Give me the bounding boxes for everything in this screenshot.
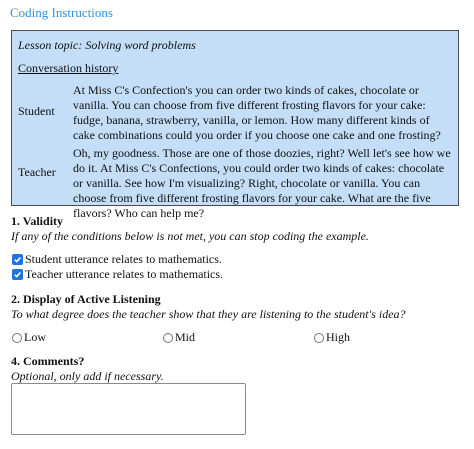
checkbox-student-label: Student utterance relates to mathematics.	[25, 252, 222, 266]
radio-mid-label: Mid	[175, 330, 196, 344]
conversation-history-label: Conversation history	[18, 61, 119, 75]
validity-heading: 1. Validity	[11, 214, 64, 228]
radio-circle-icon[interactable]	[314, 333, 324, 343]
coding-instructions-link[interactable]: Coding Instructions	[10, 5, 113, 20]
student-utterance: At Miss C's Confection's you can order two kinds of cakes, chocolate or vanilla. You can choose from five different frosting flavors for your cake: fudge, banana, strawberry, vanilla, or lemon. How many different kinds of cake combinations could you order if you choose one cake and one frosting?	[73, 83, 441, 142]
active-listening-heading: 2. Display of Active Listening	[11, 292, 161, 306]
checkbox-teacher-math[interactable]	[12, 267, 223, 282]
validity-instruction: If any of the conditions below is not met, you can stop coding the example.	[11, 229, 369, 243]
checkbox-checked-icon[interactable]	[12, 254, 23, 265]
radio-mid[interactable]	[163, 330, 195, 345]
radio-low[interactable]	[12, 330, 46, 345]
radio-circle-icon[interactable]	[163, 333, 173, 343]
teacher-utterance: Oh, my goodness. Those are one of those doozies, right? Well let's see how we do it. At Miss C's Confections, you could order two kinds of cakes: chocolate or vanilla. See how I'm visualizing? Right, chocolate or vanilla. You can choose from five different frosting flavors for your cake. What are the five flavors? Who can help me?	[73, 146, 451, 220]
radio-high-label: High	[326, 330, 350, 344]
lesson-topic: Lesson topic: Solving word problems	[18, 38, 196, 52]
radio-high[interactable]	[314, 330, 350, 345]
checkbox-teacher-label: Teacher utterance relates to mathematics.	[25, 267, 224, 281]
comments-textarea[interactable]	[11, 383, 246, 435]
checkbox-checked-icon[interactable]	[12, 269, 23, 280]
radio-circle-icon[interactable]	[12, 333, 22, 343]
speaker-teacher: Teacher	[18, 165, 56, 179]
comments-instruction: Optional, only add if necessary.	[11, 369, 164, 383]
speaker-student: Student	[18, 104, 55, 118]
comments-heading: 4. Comments?	[11, 354, 85, 368]
active-listening-question: To what degree does the teacher show that they are listening to the student's idea?	[11, 307, 406, 321]
lesson-box	[11, 30, 459, 220]
radio-low-label: Low	[24, 330, 46, 344]
checkbox-student-math[interactable]	[12, 252, 222, 267]
